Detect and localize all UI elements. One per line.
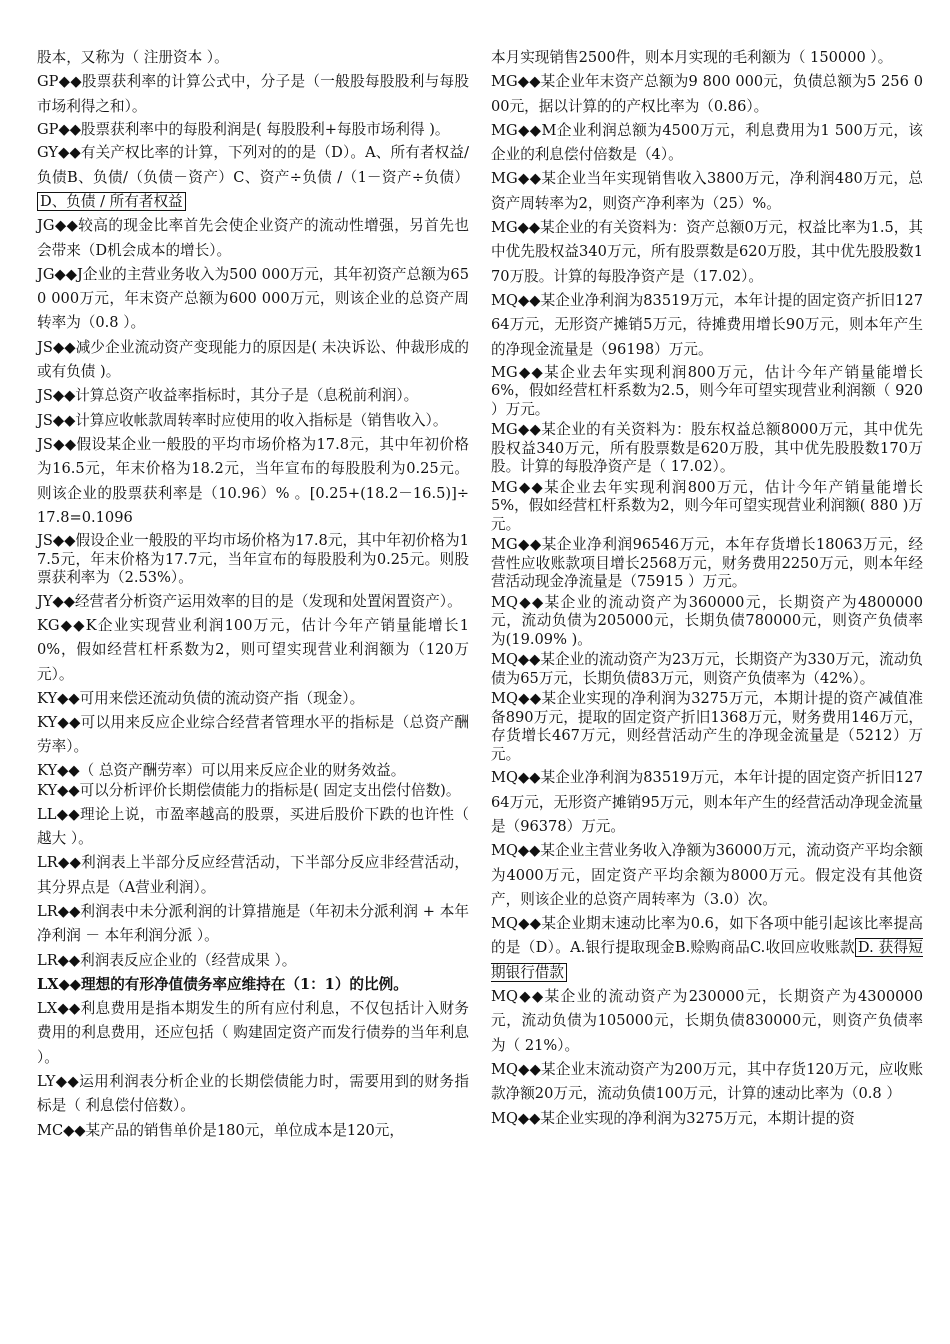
entry-text: MG◆◆某企业年末资产总额为9 800 000元，负债总额为5 256 000元，据以计算的的产权比率为（0.86）。 <box>491 73 923 115</box>
entry-text: MQ◆◆某企业的流动资产为230000元，长期资产为4300000元，流动负债为105000元，长期负债830000元，则资产负债率为（ 21%）。 <box>491 988 923 1054</box>
question-entry <box>37 973 469 997</box>
entry-text: JS◆◆假设某企业一般股的平均市场价格为17.8元，其中年初价格为16.5元，年末价格为18.2元，当年宣布的每股股利为0.25元。则该企业的股票获利率是（10.96）% 。[0.25+(18.2－16.5)]÷17.8=0.1096 <box>37 435 469 526</box>
entry-text: MG◆◆某企业去年实现利润800万元，估计今年产销量能增长6%，假如经营杠杆系数为2.5，则今年可望实现营业利润额（ 920 ）万元。 <box>491 363 923 418</box>
entry-text: LY◆◆运用利润表分析企业的长期偿债能力时，需要用到的财务指标是（ 利息偿付倍数）。 <box>37 1072 469 1115</box>
question-entry <box>491 766 923 839</box>
question-entry <box>37 803 469 852</box>
entry-text: MQ◆◆某企业实现的净利润为3275万元，本期计提的资 <box>491 1109 855 1127</box>
entry-text: JG◆◆J企业的主营业务收入为500 000万元，其年初资产总额为650 000万元，年末资产总额为600 000万元，则该企业的总资产周转率为（0.8 ）。 <box>37 265 469 332</box>
question-entry <box>37 614 469 687</box>
question-entry <box>491 912 923 985</box>
entry-text: 股本，又称为（ 注册资本 ）。 <box>37 49 229 66</box>
entry-text: LR◆◆利润表上半部分反应经营活动，下半部分反应非经营活动，其分界点是（A营业利润）。 <box>37 854 469 896</box>
question-entry <box>491 690 923 764</box>
question-entry <box>491 985 923 1058</box>
question-entry <box>37 532 469 588</box>
entry-text: MG◆◆M企业利润总额为4500万元，利息费用为1 500万元，该企业的利息偿付倍数是（4）。 <box>491 121 923 164</box>
entry-text: KY◆◆可用来偿还流动负债的流动资产指（现金）。 <box>37 689 365 707</box>
question-entry <box>37 70 469 119</box>
question-entry <box>37 687 469 711</box>
entry-text: KY◆◆可以分析评价长期偿债能力的指标是( 固定支出偿付倍数)。 <box>37 782 461 800</box>
question-entry <box>37 949 469 973</box>
entry-text: MQ◆◆某企业的流动资产为360000元，长期资产为4800000元，流动负债为205000元，长期负债780000元，则资产负债率为(19.09% )。 <box>491 593 923 648</box>
question-entry <box>37 1070 469 1119</box>
entry-text: KY◆◆（ 总资产酬劳率）可以用来反应企业的财务效益。 <box>37 761 406 779</box>
left-column <box>37 46 469 1143</box>
question-entry <box>491 839 923 912</box>
question-entry <box>37 409 469 433</box>
right-column <box>491 46 923 1131</box>
question-entry <box>491 216 923 289</box>
question-entry <box>491 1058 923 1107</box>
question-entry <box>491 119 923 168</box>
question-entry <box>37 263 469 336</box>
question-entry <box>37 997 469 1070</box>
entry-text: LX◆◆利息费用是指本期发生的所有应付利息，不仅包括计入财务费用的利息费用，还应包括（ 购建固定资产而发行债券的当年利息 ）。 <box>37 1000 469 1066</box>
entry-text: MQ◆◆某企业净利润为83519万元，本年计提的固定资产折旧12764万元，无形资产摊销95万元，则本年产生的经营活动净现金流量是（96378）万元。 <box>491 769 923 835</box>
question-entry <box>491 651 923 688</box>
entry-text: LR◆◆利润表中未分派利润的计算措施是（年初未分派利润 + 本年净利润 － 本年利润分派 ）。 <box>37 902 469 945</box>
entry-text: LX◆◆理想的有形净值债务率应维持在（1：1）的比例。 <box>37 975 408 993</box>
entry-text: GY◆◆有关产权比率的计算，下列对的的是（D）。A、所有者权益/负债B、负债/（负债－资产）C、资产÷负债 /（1－资产÷负债） <box>37 144 469 186</box>
question-entry <box>37 900 469 949</box>
entry-text: LR◆◆利润表反应企业的（经营成果 ）。 <box>37 951 297 969</box>
question-entry <box>37 121 469 140</box>
question-entry <box>37 782 469 801</box>
entry-text: GP◆◆股票获利率的计算公式中，分子是（一般股每股股利与每股市场利得之和）。 <box>37 73 469 115</box>
entry-text: JS◆◆假设企业一般股的平均市场价格为17.8元，其中年初价格为17.5元，年末价格为17.7元，当年宣布的每股股利为0.25元。则股票获利率为（2.53%）。 <box>37 532 469 587</box>
question-entry <box>37 336 469 385</box>
question-entry <box>37 433 469 530</box>
question-entry <box>37 762 469 781</box>
question-entry <box>491 289 923 362</box>
entry-text: KY◆◆可以用来反应企业综合经营者管理水平的指标是（总资产酬劳率）。 <box>37 714 469 756</box>
entry-text: MQ◆◆某企业期末速动比率为0.6，如下各项中能引起该比率提高的是（D）。A.银行提取现金B.赊购商品C.收回应收账款 <box>491 915 923 957</box>
question-entry <box>37 1119 469 1143</box>
question-entry <box>37 851 469 900</box>
question-entry <box>491 70 923 119</box>
question-entry <box>37 384 469 408</box>
entry-text: GP◆◆股票获利率中的每股利润是( 每股股利+每股市场利得 )。 <box>37 120 450 138</box>
question-entry <box>37 46 469 70</box>
question-entry <box>37 590 469 614</box>
entry-text: KG◆◆K企业实现营业利润100万元，估计今年产销量能增长10%，假如经营杠杆系数为2，则可望实现营业利润额为（120万元）。 <box>37 616 469 683</box>
entry-text: MG◆◆某企业的有关资料为：股东权益总额8000万元，其中优先股权益340万元，所有股票数是620万股，其中优先股股数170万股。计算的每股净资产是（ 17.02）。 <box>491 421 923 476</box>
entry-text: JG◆◆较高的现金比率首先会使企业资产的流动性增强，另首先也会带来（D机会成本的增长）。 <box>37 217 469 259</box>
entry-text: MG◆◆某企业去年实现利润800万元，估计今年产销量能增长5%，假如经营杠杆系数为2，则今年可望实现营业利润额( 880 )万元。 <box>491 478 923 533</box>
question-entry <box>491 46 923 70</box>
entry-text: 本月实现销售2500件，则本月实现的毛利额为（ 150000 ）。 <box>491 49 893 66</box>
entry-text: MQ◆◆某企业末流动资产为200万元，其中存货120万元，应收账款净额20万元，流动负债100万元，计算的速动比率为（0.8 ） <box>491 1060 923 1103</box>
question-entry <box>37 214 469 263</box>
question-entry <box>37 711 469 760</box>
question-entry <box>491 421 923 477</box>
entry-text: JS◆◆计算总资产收益率指标时，其分子是（息税前利润）。 <box>37 387 419 405</box>
question-entry <box>491 364 923 420</box>
entry-text: MG◆◆某企业的有关资料为：资产总额0万元，权益比率为1.5，其中优先股权益340万元，所有股票数是620万股，其中优先股股数170万股。计算的每股净资产是（17.02）。 <box>491 219 923 285</box>
entry-text: MQ◆◆某企业主营业务收入净额为36000万元，流动资产平均余额为4000万元，固定资产平均余额为8000万元。假定没有其他资产，则该企业的总资产周转率为（3.0）次。 <box>491 842 923 908</box>
entry-text: LL◆◆理论上说，市盈率越高的股票，买进后股价下跌的也许性（ 越大 ）。 <box>37 805 469 848</box>
entry-text: MG◆◆某企业当年实现销售收入3800万元，净利润480万元，总资产周转率为2，则资产净利率为（25）%。 <box>491 170 923 212</box>
entry-text: MQ◆◆某企业净利润为83519万元，本年计提的固定资产折旧12764万元，无形资产摊销5万元，待摊费用增长90万元，则本年产生的净现金流量是（96198）万元。 <box>491 291 923 358</box>
question-entry <box>491 536 923 592</box>
entry-text: MQ◆◆某企业实现的净利润为3275万元，本期计提的资产减值准备890万元，提取的固定资产折旧1368万元，财务费用146万元，存货增长467万元，则经营活动产生的净现金流量是（5212）万元。 <box>491 690 923 763</box>
question-entry <box>491 1107 923 1131</box>
entry-text: MQ◆◆某企业的流动资产为23万元，长期资产为330万元，流动负债为65万元，长期负债83万元，则资产负债率为（42%）。 <box>491 651 923 687</box>
entry-text: JS◆◆减少企业流动资产变现能力的原因是( 未决诉讼、仲裁形成的或有负债 )。 <box>37 338 469 381</box>
question-entry <box>37 141 469 214</box>
boxed-answer: D、负债 / 所有者权益 <box>37 192 186 211</box>
question-entry <box>491 594 923 650</box>
question-entry <box>491 167 923 216</box>
question-entry <box>491 479 923 535</box>
entry-text: JY◆◆经营者分析资产运用效率的目的是（发现和处置闲置资产）。 <box>37 592 462 610</box>
entry-text: JS◆◆计算应收帐款周转率时应使用的收入指标是（销售收入）。 <box>37 411 448 429</box>
entry-text: MG◆◆某企业净利润96546万元，本年存货增长18063万元，经营性应收账款项目增长2568万元，财务费用2250万元，则本年经营活动现金净流量是（75915 ）万元。 <box>491 536 923 591</box>
boxed-answer: D. 获得短期银行借款 <box>491 939 923 981</box>
entry-text: MC◆◆某产品的销售单价是180元，单位成本是120元， <box>37 1121 404 1139</box>
